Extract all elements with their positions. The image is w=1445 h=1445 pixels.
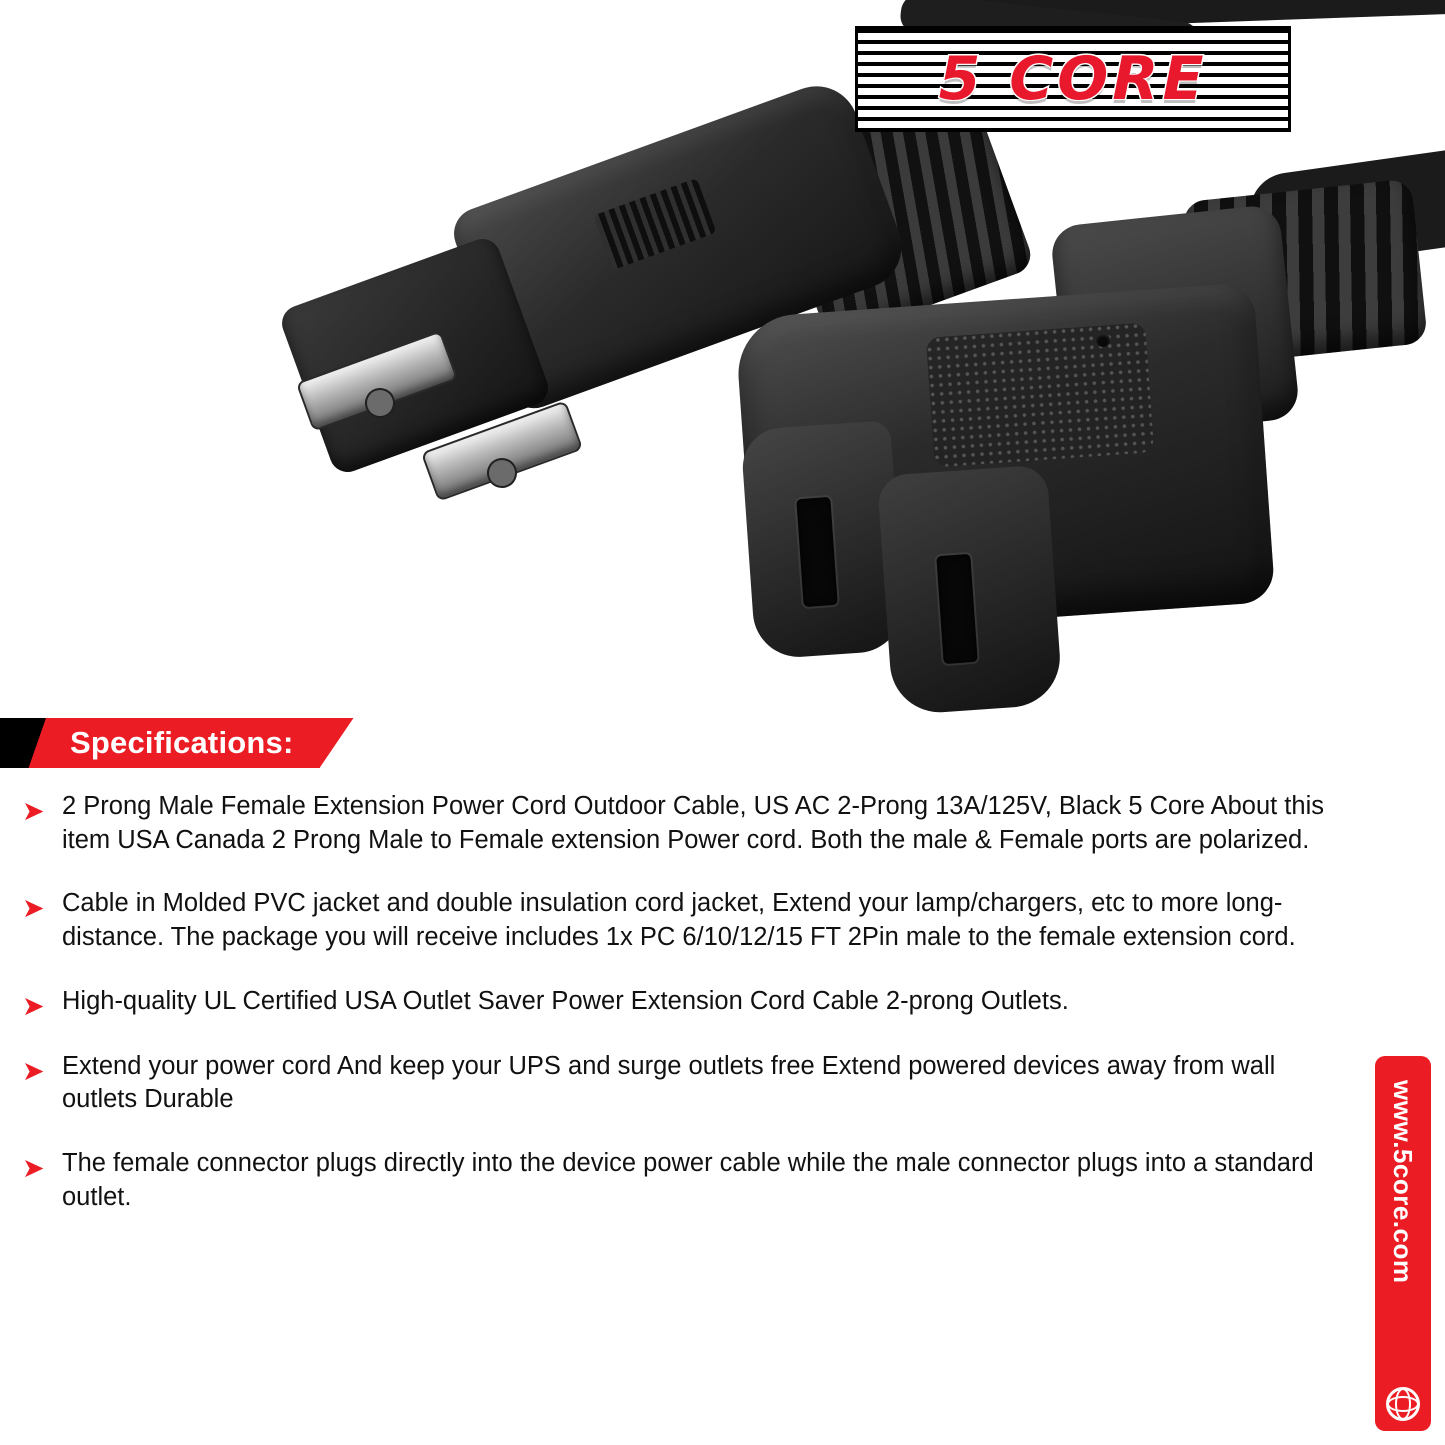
specifications-list — [22, 790, 1352, 1244]
arrow-right-icon: ➤ — [22, 796, 45, 826]
banner-tail — [320, 718, 354, 768]
logo-text: 5 CORE — [938, 44, 1208, 114]
list-item-text: Cable in Molded PVC jacket and double insulation cord jacket, Extend your lamp/chargers, etc to more long-distance. The package you will receive includes 1x PC 6/10/12/15 FT 2Pin male to the female extension cord. — [62, 889, 1296, 951]
arrow-right-icon: ➤ — [22, 1055, 45, 1086]
specifications-banner — [0, 718, 354, 768]
list-item — [22, 1050, 1352, 1117]
list-item-text: The female connector plugs directly into the device power cable while the male connector plugs into a standard outlet. — [62, 1148, 1314, 1211]
specifications-heading: Specifications: — [0, 718, 320, 768]
female-connector-marker-dot — [1096, 333, 1110, 347]
list-item-text: 2 Prong Male Female Extension Power Cord Outdoor Cable, US AC 2-Prong 13A/125V, Black 5 Core About this item USA Canada 2 Prong Male to Female extension Power cord. Both the male & Female ports are polarized. — [62, 792, 1324, 854]
brand-logo — [855, 26, 1291, 132]
arrow-right-icon: ➤ — [22, 990, 45, 1021]
website-tab[interactable] — [1375, 1056, 1431, 1431]
female-connector-textured-pad — [926, 322, 1155, 467]
list-item — [22, 887, 1352, 954]
website-url-label: www.5core.com — [1388, 1080, 1419, 1284]
list-item-text: High-quality UL Certified USA Outlet Saver Power Extension Cord Cable 2-prong Outlets. — [62, 986, 1069, 1015]
list-item — [22, 1147, 1352, 1214]
arrow-right-icon: ➤ — [22, 893, 45, 924]
list-item — [22, 790, 1352, 857]
globe-icon — [1386, 1387, 1420, 1421]
arrow-right-icon: ➤ — [22, 1152, 45, 1183]
list-item — [22, 985, 1352, 1020]
list-item-text: Extend your power cord And keep your UPS and surge outlets free Extend powered devices away from wall outlets Durable — [62, 1051, 1276, 1114]
